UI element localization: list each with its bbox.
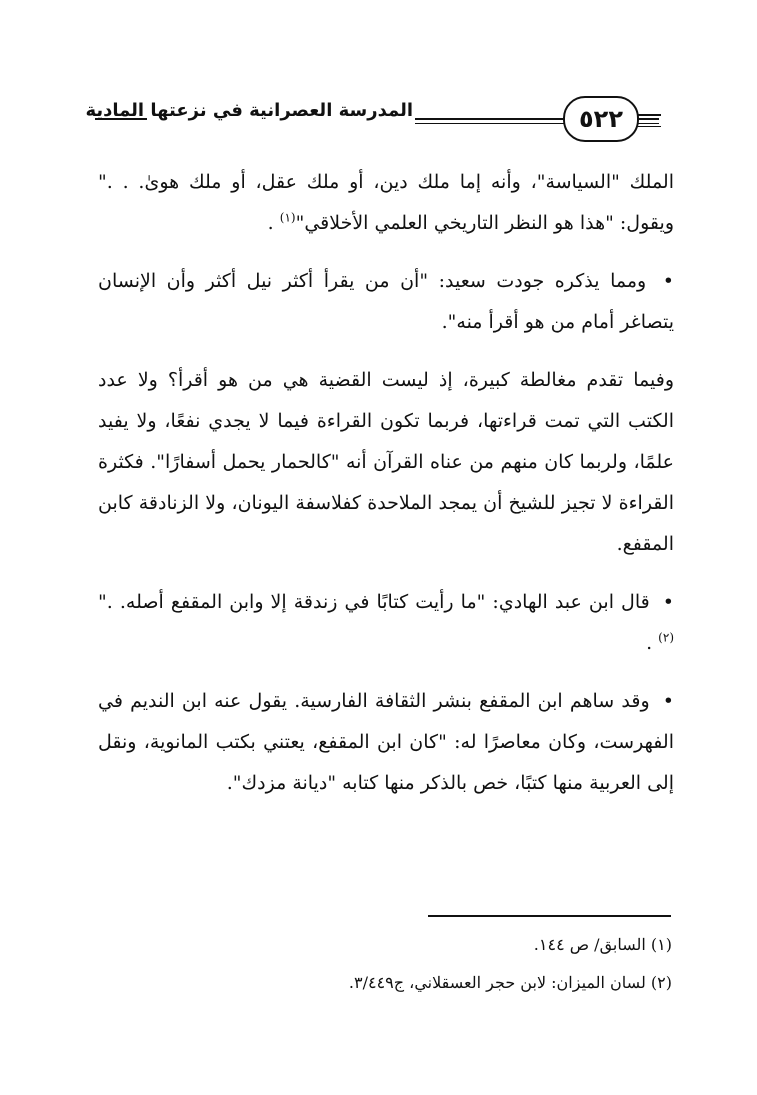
paragraph-text: وفيما تقدم مغالطة كبيرة، إذ ليست القضية هي من هو أقرأ؟ ولا عدد الكتب التي تمت قراءتها، فربما تكون القراءة فيما لا يجدي نفعًا، ولا يفيد علمًا، ولربما كان منهم من عناه القرآن أنه "كالحمار يحمل أسفارًا". فكثرة القراءة لا تجيز للشيخ أن يمجد الملاحدة كفلاسفة اليونان، ولا الزنادقة كابن المقفع. — [98, 369, 674, 555]
punctuation: . — [267, 212, 274, 234]
page-number: ٥٢٢ — [563, 96, 639, 142]
paragraph-text: الملك "السياسة"، وأنه إما ملك دين، أو ملك عقل، أو ملك هوىٰ. . ." ويقول: "هذا هو النظر التاريخي العلمي الأخلاقي" — [98, 171, 674, 234]
punctuation: . — [646, 632, 653, 654]
paragraph-text: ومما يذكره جودت سعيد: "أن من يقرأ أكثر نيل أكثر وأن الإنسان يتصاغر أمام من هو أقرأ منه". — [98, 270, 674, 333]
footnote-separator — [428, 915, 671, 917]
footnote: (١) السابق/ ص ١٤٤. — [533, 935, 672, 954]
bullet-paragraph — [98, 582, 674, 664]
bullet-paragraph — [98, 261, 674, 343]
running-title: المدرسة العصرانية في نزعتها المادية — [85, 100, 413, 121]
paragraph-text: قال ابن عبد الهادي: "ما رأيت كتابًا في زندقة إلا وابن المقفع أصله. ." — [98, 591, 650, 613]
footnote-marker: (١) — [279, 210, 296, 225]
bullet-paragraph — [98, 681, 674, 804]
body-text — [98, 162, 674, 814]
paragraph-text: وقد ساهم ابن المقفع بنشر الثقافة الفارسية. يقول عنه ابن النديم في الفهرست، وكان معاصرًا له: "كان ابن المقفع، يعتني بكتب المانوية، ونقل إلى العربية منها كتبًا، خص بالذكر منها كتابه "ديانة مزدك". — [98, 690, 674, 794]
page-header — [85, 92, 675, 148]
paragraph — [98, 360, 674, 565]
footnote-marker: (٢) — [658, 630, 674, 645]
paragraph — [98, 162, 674, 244]
footnotes — [98, 926, 672, 1002]
footnote: (٢) لسان الميزان: لابن حجر العسقلاني، ج٣/٤٤٩. — [348, 973, 672, 992]
